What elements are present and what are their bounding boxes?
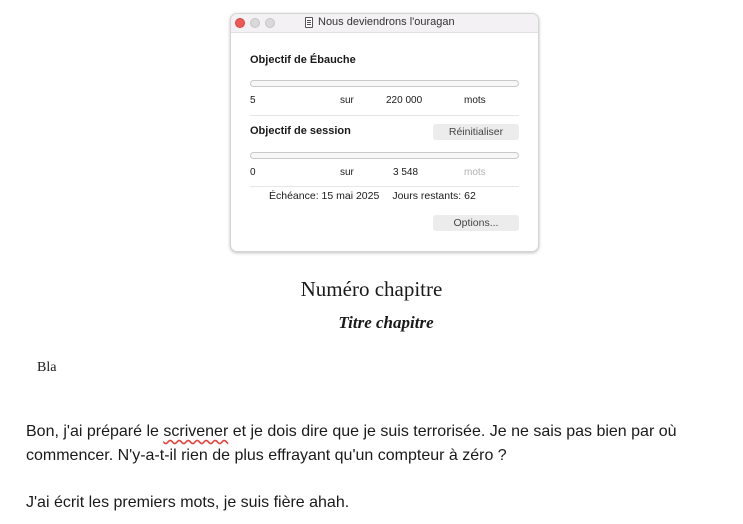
draft-current-count: 5 — [250, 95, 256, 106]
draft-progress-bar — [250, 80, 519, 87]
draft-of-label: sur — [340, 95, 354, 106]
chapter-title-heading: Titre chapitre — [338, 313, 434, 332]
chapter-number-heading: Numéro chapitre — [300, 277, 443, 301]
body-text-bla: Bla — [37, 360, 57, 375]
session-progress-bar — [250, 152, 519, 159]
document-icon — [305, 17, 313, 28]
draft-target-label: Objectif de Ébauche — [250, 54, 356, 66]
paragraph-1-end: et je dois dire que je suis terrorisée. Je ne sais pas bien par où commencer. N'y-a-t-il rien de plus effrayant qu'un compteur à zéro ? — [26, 423, 677, 464]
draft-unit: mots — [464, 95, 486, 106]
zoom-button[interactable] — [265, 18, 275, 28]
session-unit: mots — [464, 167, 486, 178]
session-target-label: Objectif de session — [250, 125, 351, 137]
paragraph-1-start: Bon, j'ai préparé le — [26, 423, 164, 440]
paragraph-1[interactable] — [26, 420, 726, 468]
minimize-button[interactable] — [250, 18, 260, 28]
deadline-date: Échéance: 15 mai 2025 — [269, 190, 380, 202]
draft-target-count[interactable]: 220 000 — [386, 95, 423, 106]
reset-button[interactable]: Réinitialiser — [433, 124, 519, 140]
divider — [250, 115, 519, 116]
misspelled-word[interactable]: scrivener — [163, 423, 229, 440]
project-targets-panel — [230, 13, 539, 252]
session-current-count: 0 — [250, 167, 256, 178]
options-button[interactable]: Options... — [433, 215, 519, 231]
session-of-label: sur — [340, 167, 354, 178]
divider — [250, 186, 519, 187]
session-target-count[interactable]: 3 548 — [393, 167, 419, 178]
days-remaining: Jours restants: 62 — [392, 190, 476, 202]
deadline-info — [269, 190, 476, 202]
panel-title: Nous deviendrons l'ouragan — [318, 16, 455, 28]
panel-titlebar[interactable] — [231, 14, 538, 33]
close-button[interactable] — [235, 18, 245, 28]
paragraph-2[interactable]: J'ai écrit les premiers mots, je suis fière ahah. — [26, 494, 350, 511]
